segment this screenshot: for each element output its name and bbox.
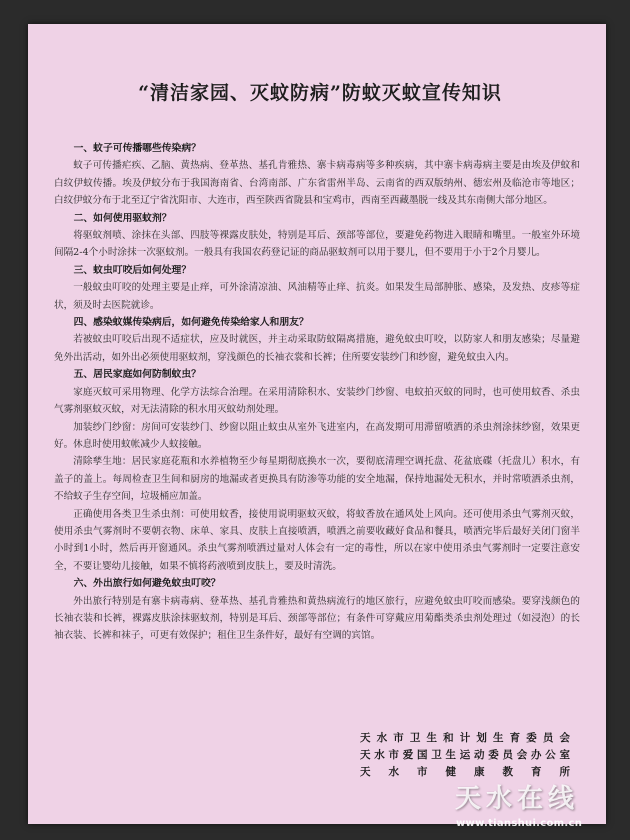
section-heading: 四、感染蚊媒传染病后，如何避免传染给家人和朋友？ [73,317,309,329]
section-heading: 五、居民家庭如何防制蚊虫？ [73,369,201,381]
issuer-line: 天水市卫生和计划生育委员会 [360,732,570,744]
issuer-line: 天水市健康教育所 [360,766,570,778]
section-paragraph: 若被蚊虫叮咬后出现不适症状，应及时就医，并主动采取防蚊隔离措施，避免蚊虫叮咬，以防家人和朋友感染；尽量避免外出活动，如外出必须使用驱蚊剂，穿浅颜色的长袖衣裳和长裤；住所要安装纱门和纱窗，避免蚊虫入内。 [54,334,580,363]
section-heading: 六、外出旅行如何避免蚊虫叮咬？ [73,578,221,590]
page-title: “清洁家园、灭蚊防病”防蚊灭蚊宣传知识 [138,82,502,104]
section-paragraph: 一般蚊虫叮咬的处理主要是止痒，可外涂清凉油、风油精等止痒、抗炎。如果发生局部肿胀、感染，及发热、皮疹等症状，须及时去医院就诊。 [54,282,580,311]
issuer-line: 天水市爱国卫生运动委员会办公室 [360,749,570,761]
section-paragraph: 将驱蚊剂喷、涂抹在头部、四肢等裸露皮肤处，特别是耳后、颈部等部位，要避免药物进入眼睛和嘴里。一般室外环境间隔2-4个小时涂抹一次驱蚊剂。一般具有我国农药登记证的商品驱蚊剂可以用于婴儿，但不要用于小于2个月婴儿。 [54,230,580,259]
section-paragraph: 外出旅行特别是有寨卡病毒病、登革热、基孔肯雅热和黄热病流行的地区旅行，应避免蚊虫叮咬而感染。要穿浅颜色的长袖衣装和长裤，裸露皮肤涂抹驱蚊剂，特别是耳后、颈部等部位；有条件可穿戴应用菊酯类杀虫剂处理过（如浸泡）的长袖衣装、长裤和袜子，可更有效保护；租住卫生条件好，最好有空调的宾馆。 [54,595,580,642]
section-heading: 二、如何使用驱蚊剂？ [73,212,172,224]
section-paragraph: 蚊子可传播疟疾、乙脑、黄热病、登革热、基孔肯雅热、寨卡病毒病等多种疾病，其中寨卡病毒病主要是由埃及伊蚊和白纹伊蚊传播。埃及伊蚊分布于我国海南省、台湾南部、广东省雷州半岛、云南省的西双版纳州、德宏州及临沧市等地区；白纹伊蚊分布于北至辽宁省沈阳市、大连市，西至陕西省陇县和宝鸡市，西南至西藏墨脱一线及其东南侧大部分地区。 [54,160,580,207]
site-watermark: 天水在线 [455,784,580,814]
section-paragraph: 加装纱门纱窗：房间可安装纱门、纱窗以阻止蚊虫从室外飞进室内，在高发期可用滞留喷洒的杀虫剂涂抹纱窗，效果更好。休息时使用蚊帐减少人蚊接触。 [54,421,580,450]
issuer-signatures [360,730,570,781]
site-watermark-url: www.tianshui.com.cn [456,818,583,829]
section-heading: 三、蚊虫叮咬后如何处理？ [73,264,192,276]
section-paragraph: 正确使用各类卫生杀虫剂：可使用蚊香，接使用说明驱蚊灭蚊，将蚊香放在通风处上风向。还可使用杀虫气雾剂灭蚊，使用杀虫气雾剂时不要朝衣物、床单、家具、皮肤上直接喷洒，喷洒之前要收藏好食品和餐具，喷洒完毕后最好关闭门窗半小时到1小时，然后再开窗通风。杀虫气雾剂喷洒过量对人体会有一定的毒性，所以在家中使用杀虫气雾剂时一定要注意安全，不要让婴幼儿接触，如果不慎将药液喷到皮肤上，要及时清洗。 [54,508,580,572]
section-paragraph: 清除孳生地：居民家庭花瓶和水养植物至少每星期彻底换水一次，要彻底清理空调托盘、花盆底碟（托盘儿）积水，有盖子的盖上。每周检查卫生间和厨房的地漏或者更换具有防渗等功能的安全地漏，保持地漏处无积水，并时常喷洒杀虫剂，不给蚊子生存空间，垃圾桶应加盖。 [54,456,580,503]
section-heading: 一、蚊子可传播哪些传染病？ [73,143,201,154]
section-paragraph: 家庭灭蚊可采用物理、化学方法综合治理。在采用清除积水、安装纱门纱窗、电蚊拍灭蚊的同时，也可使用蚊香、杀虫气雾剂驱蚊灭蚊，对无法清除的积水用灭蚊幼剂处理。 [54,386,580,416]
document-body [54,140,580,645]
